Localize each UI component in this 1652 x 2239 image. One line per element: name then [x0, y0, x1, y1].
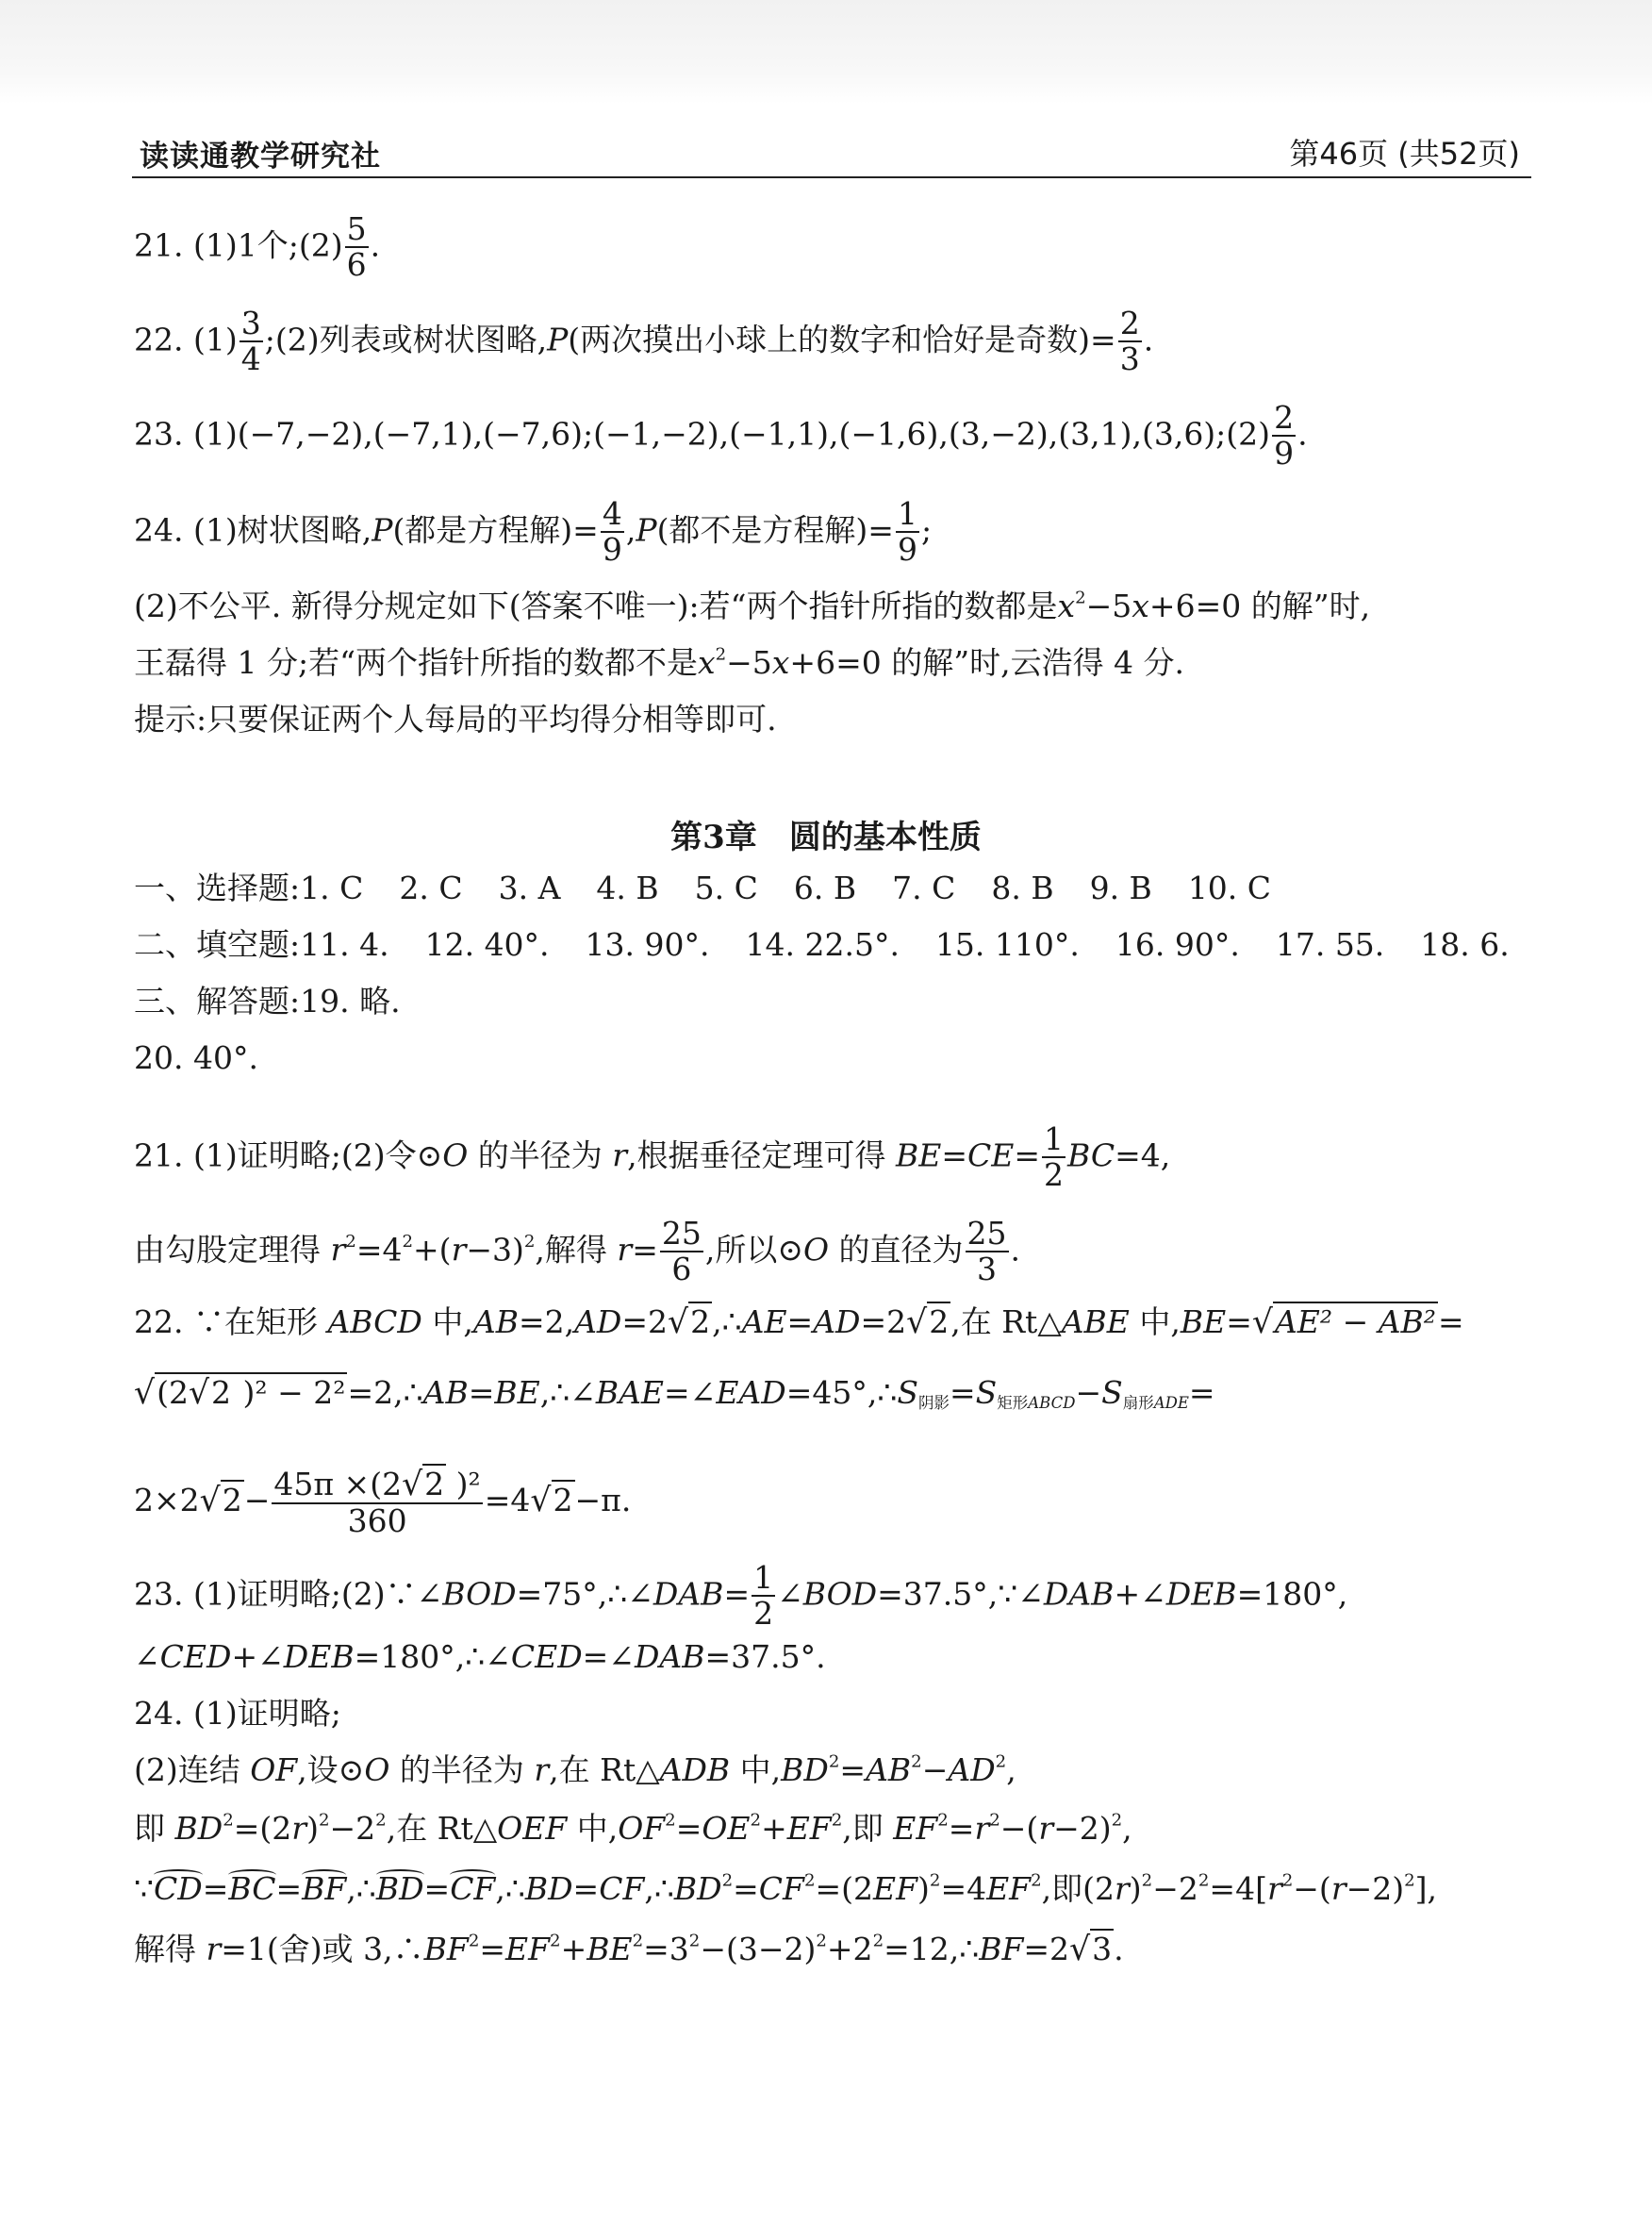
- page-header: [132, 124, 1528, 177]
- solve-q19: 三、解答题:19. 略.: [134, 983, 401, 1020]
- header-rule: [132, 176, 1531, 178]
- solve-q21-2: 由勾股定理得 $r^2=4^2+(r-3)^2$,解得 r= $\frac{25}{6}$ ,所以⊙O 的直径为 $\frac{25}{3}$ .: [134, 1215, 1021, 1288]
- solve-q24-1: 24. (1)证明略;: [134, 1695, 341, 1732]
- sqrt: √2: [199, 1482, 242, 1520]
- solve-q21-1: 21. (1)证明略;(2)令⊙O 的半径为 r,根据垂径定理可得 BE=CE= $\frac{1}{2}$ BC=4,: [134, 1120, 1171, 1194]
- fraction: $\frac{1}{2}$: [753, 1559, 774, 1633]
- answer-q24-2b: 王磊得 1 分;若“两个指针所指的数都不是$x^2-5x+6=0$ 的解”时,云浩得 4 分.: [134, 644, 1185, 681]
- answer-q23: 23. (1)(−7,−2),(−7,1),(−7,6);(−1,−2),(−1,1),(−1,6),(3,−2),(3,1),(3,6);(2) $\frac{2}{9}$ .: [134, 399, 1308, 473]
- solve-q22-2: √(2√2 )$^2 - 2^2=2,\therefore AB=BE,\therefore\angle BAE=\angle EAD=45^\circ,\therefore S_{阴影}=S_{矩形ABCD}-S_{扇形ADE}=$: [134, 1374, 1215, 1412]
- fraction: $\frac{3}{4}$: [240, 305, 261, 378]
- page-number: 第46页 (共52页): [1289, 136, 1520, 172]
- fraction: $\frac{5}{6}$: [346, 210, 367, 284]
- sqrt: √AE² − AB²: [1251, 1303, 1437, 1341]
- publisher-name: 读读通教学研究社: [140, 140, 381, 174]
- solve-q24-4: $\because CD=BC=BF,\therefore BD=CF,\therefore BD=CF,\therefore BD^2=CF^2=(2EF)^2=4EF^2$,即$(2r)^2-2^2=4[r^2-(r-2)^2]$,: [134, 1870, 1438, 1907]
- solve-q22-1: 22. ∵在矩形 ABCD 中,AB=2,AD=2√2,∴AE=AD=2√2,在 Rt△ABE 中,BE=√AE² − AB²=: [134, 1303, 1464, 1341]
- sqrt: √2: [668, 1303, 711, 1341]
- solve-q20: 20. 40°.: [134, 1039, 258, 1076]
- answer-q24-2a: (2)不公平. 新得分规定如下(答案不唯一):若“两个指针所指的数都是$x^2-5x+6=0$ 的解”时,: [134, 588, 1371, 624]
- solve-q23-1: 23. (1)证明略;(2)∵∠BOD=75°,∴∠DAB= $\frac{1}{2}$ ∠BOD=37.5°,∵∠DAB+∠DEB=180°,: [134, 1559, 1348, 1633]
- answer-q24-hint: 提示:只要保证两个人每局的平均得分相等即可.: [134, 701, 777, 738]
- answer-q22: 22. (1) $\frac{3}{4}$ ;(2)列表或树状图略,P(两次摸出小球上的数字和恰好是奇数)= $\frac{2}{3}$ .: [134, 305, 1154, 378]
- chapter-title: 第3章 圆的基本性质: [670, 819, 982, 856]
- fill-answers: 二、填空题:11. 4. 12. 40°. 13. 90°. 14. 22.5°. 15. 110°. 16. 90°. 17. 55. 18. 6.: [134, 926, 1510, 963]
- fraction: $\frac{25}{3}$: [966, 1215, 1007, 1288]
- sqrt: √3: [1069, 1931, 1113, 1968]
- solve-q24-5: 解得 r=1(舍)或 $3,\therefore BF^2=EF^2+BE^2=3^2-(3-2)^2+2^2=12,\therefore BF=2√3$.: [134, 1931, 1124, 1968]
- fraction: $\frac{1}{2}$: [1044, 1120, 1065, 1194]
- fraction: $\frac{2}{9}$: [1274, 399, 1295, 473]
- answer-q21: 21. (1)1个;(2) $\frac{5}{6}$ .: [134, 210, 381, 284]
- solve-q22-3: 2×2√2− $\frac{\text{45π ×(2√2 )²}}{360}$ =4√2−π.: [134, 1466, 632, 1540]
- solve-q24-3: 即 $BD^2=(2r)^2-2^2$,在 Rt△OEF 中$,OF^2=OE^2+EF^2$,即 $EF^2=r^2-(r-2)^2$,: [134, 1810, 1132, 1847]
- choice-answers: 一、选择题:1. C 2. C 3. A 4. B 5. C 6. B 7. C 8. B 9. B 10. C: [134, 870, 1272, 906]
- fraction: $\frac{25}{6}$: [661, 1215, 702, 1288]
- answer-q24-1: 24. (1)树状图略,P(都是方程解)= $\frac{4}{9}$ ,P(都不是方程解)= $\frac{1}{9}$ ;: [134, 495, 933, 569]
- scan-top-band: [0, 0, 1652, 104]
- solve-q24-2: (2)连结 OF,设⊙O 的半径为 r,在 Rt△ADB 中$,BD^2=AB^2-AD^2$,: [134, 1751, 1016, 1788]
- fraction: $\frac{\text{45π ×(2√2 )²}}{360}$: [273, 1466, 481, 1540]
- sqrt: √2: [530, 1482, 573, 1520]
- solve-q23-2: ∠CED+∠DEB=180°,∴∠CED=∠DAB=37.5°.: [134, 1638, 826, 1675]
- fraction: $\frac{2}{3}$: [1119, 305, 1140, 378]
- fraction: $\frac{4}{9}$: [602, 495, 622, 569]
- sqrt: √(2√2 )² − 2²: [134, 1374, 346, 1412]
- sqrt: √2: [906, 1303, 950, 1341]
- fraction: $\frac{1}{9}$: [897, 495, 917, 569]
